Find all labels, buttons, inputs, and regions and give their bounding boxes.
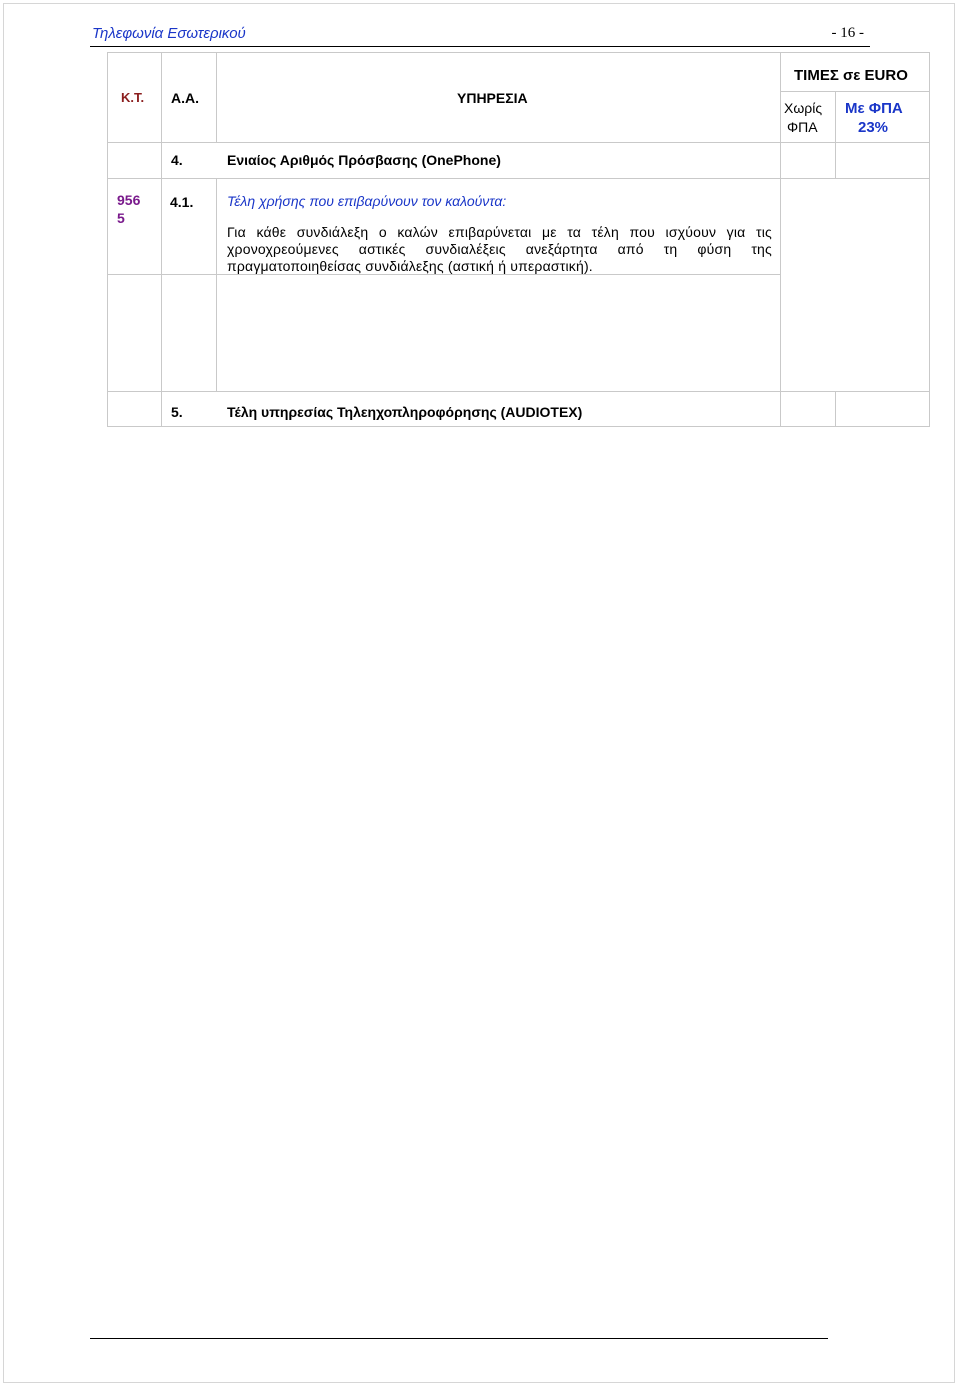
section5-title: Τέλη υπηρεσίας Τηλεηχοπληροφόρησης (AUDIOTEX) xyxy=(227,404,583,420)
s4-without-vat-cell xyxy=(780,142,836,179)
description-line: Για κάθε συνδιάλεξη ο καλών επιβαρύνεται με τα τέλη που ισχύουν για τις xyxy=(227,224,772,240)
description-line: πραγματοποιηθείσας συνδιάλεξης (αστική ή υπεραστική). xyxy=(227,258,593,274)
row41-description xyxy=(227,224,772,275)
empty-kt-cell xyxy=(107,274,162,392)
kt-column-label: Κ.Τ. xyxy=(121,90,145,105)
with-vat-label-line1: Με ΦΠΑ xyxy=(845,100,903,117)
footer-rule xyxy=(90,1338,828,1339)
aa-column-label: Α.Α. xyxy=(171,90,199,106)
prices-euro-label: ΤΙΜΕΣ σε EURO xyxy=(794,67,908,84)
r41-prices-cell xyxy=(780,178,930,392)
empty-service-cell xyxy=(216,274,781,392)
section4-title: Ενιαίος Αριθμός Πρόσβασης (OnePhone) xyxy=(227,152,501,168)
without-vat-label-line2: ΦΠΑ xyxy=(787,119,818,135)
row41-title: Τέλη χρήσης που επιβαρύνουν τον καλούντα: xyxy=(227,193,507,209)
tariff-table xyxy=(0,0,960,440)
section4-number: 4. xyxy=(171,152,183,168)
header-title: Τηλεφωνία Εσωτερικού xyxy=(92,25,246,42)
description-line: χρονοχρεούμενες αστικές συνδιαλέξεις ανεξάρτητα από τη φύση της xyxy=(227,241,772,257)
without-vat-header-cell xyxy=(780,91,836,143)
service-code-line1: 956 xyxy=(117,192,141,208)
s4-kt-cell xyxy=(107,142,162,179)
without-vat-label-line1: Χωρίς xyxy=(784,100,823,116)
page-number: - 16 - xyxy=(831,25,864,41)
service-column-label: ΥΠΗΡΕΣΙΑ xyxy=(457,90,528,106)
s5-without-vat-cell xyxy=(780,391,836,427)
s5-with-vat-cell xyxy=(835,391,930,427)
row41-number: 4.1. xyxy=(170,194,194,210)
with-vat-label-line2: 23% xyxy=(858,119,889,136)
empty-aa-cell xyxy=(161,274,217,392)
r41-aa-cell xyxy=(161,178,217,275)
section5-number: 5. xyxy=(171,404,183,420)
service-code-line2: 5 xyxy=(117,210,125,226)
s4-with-vat-cell xyxy=(835,142,930,179)
s5-kt-cell xyxy=(107,391,162,427)
